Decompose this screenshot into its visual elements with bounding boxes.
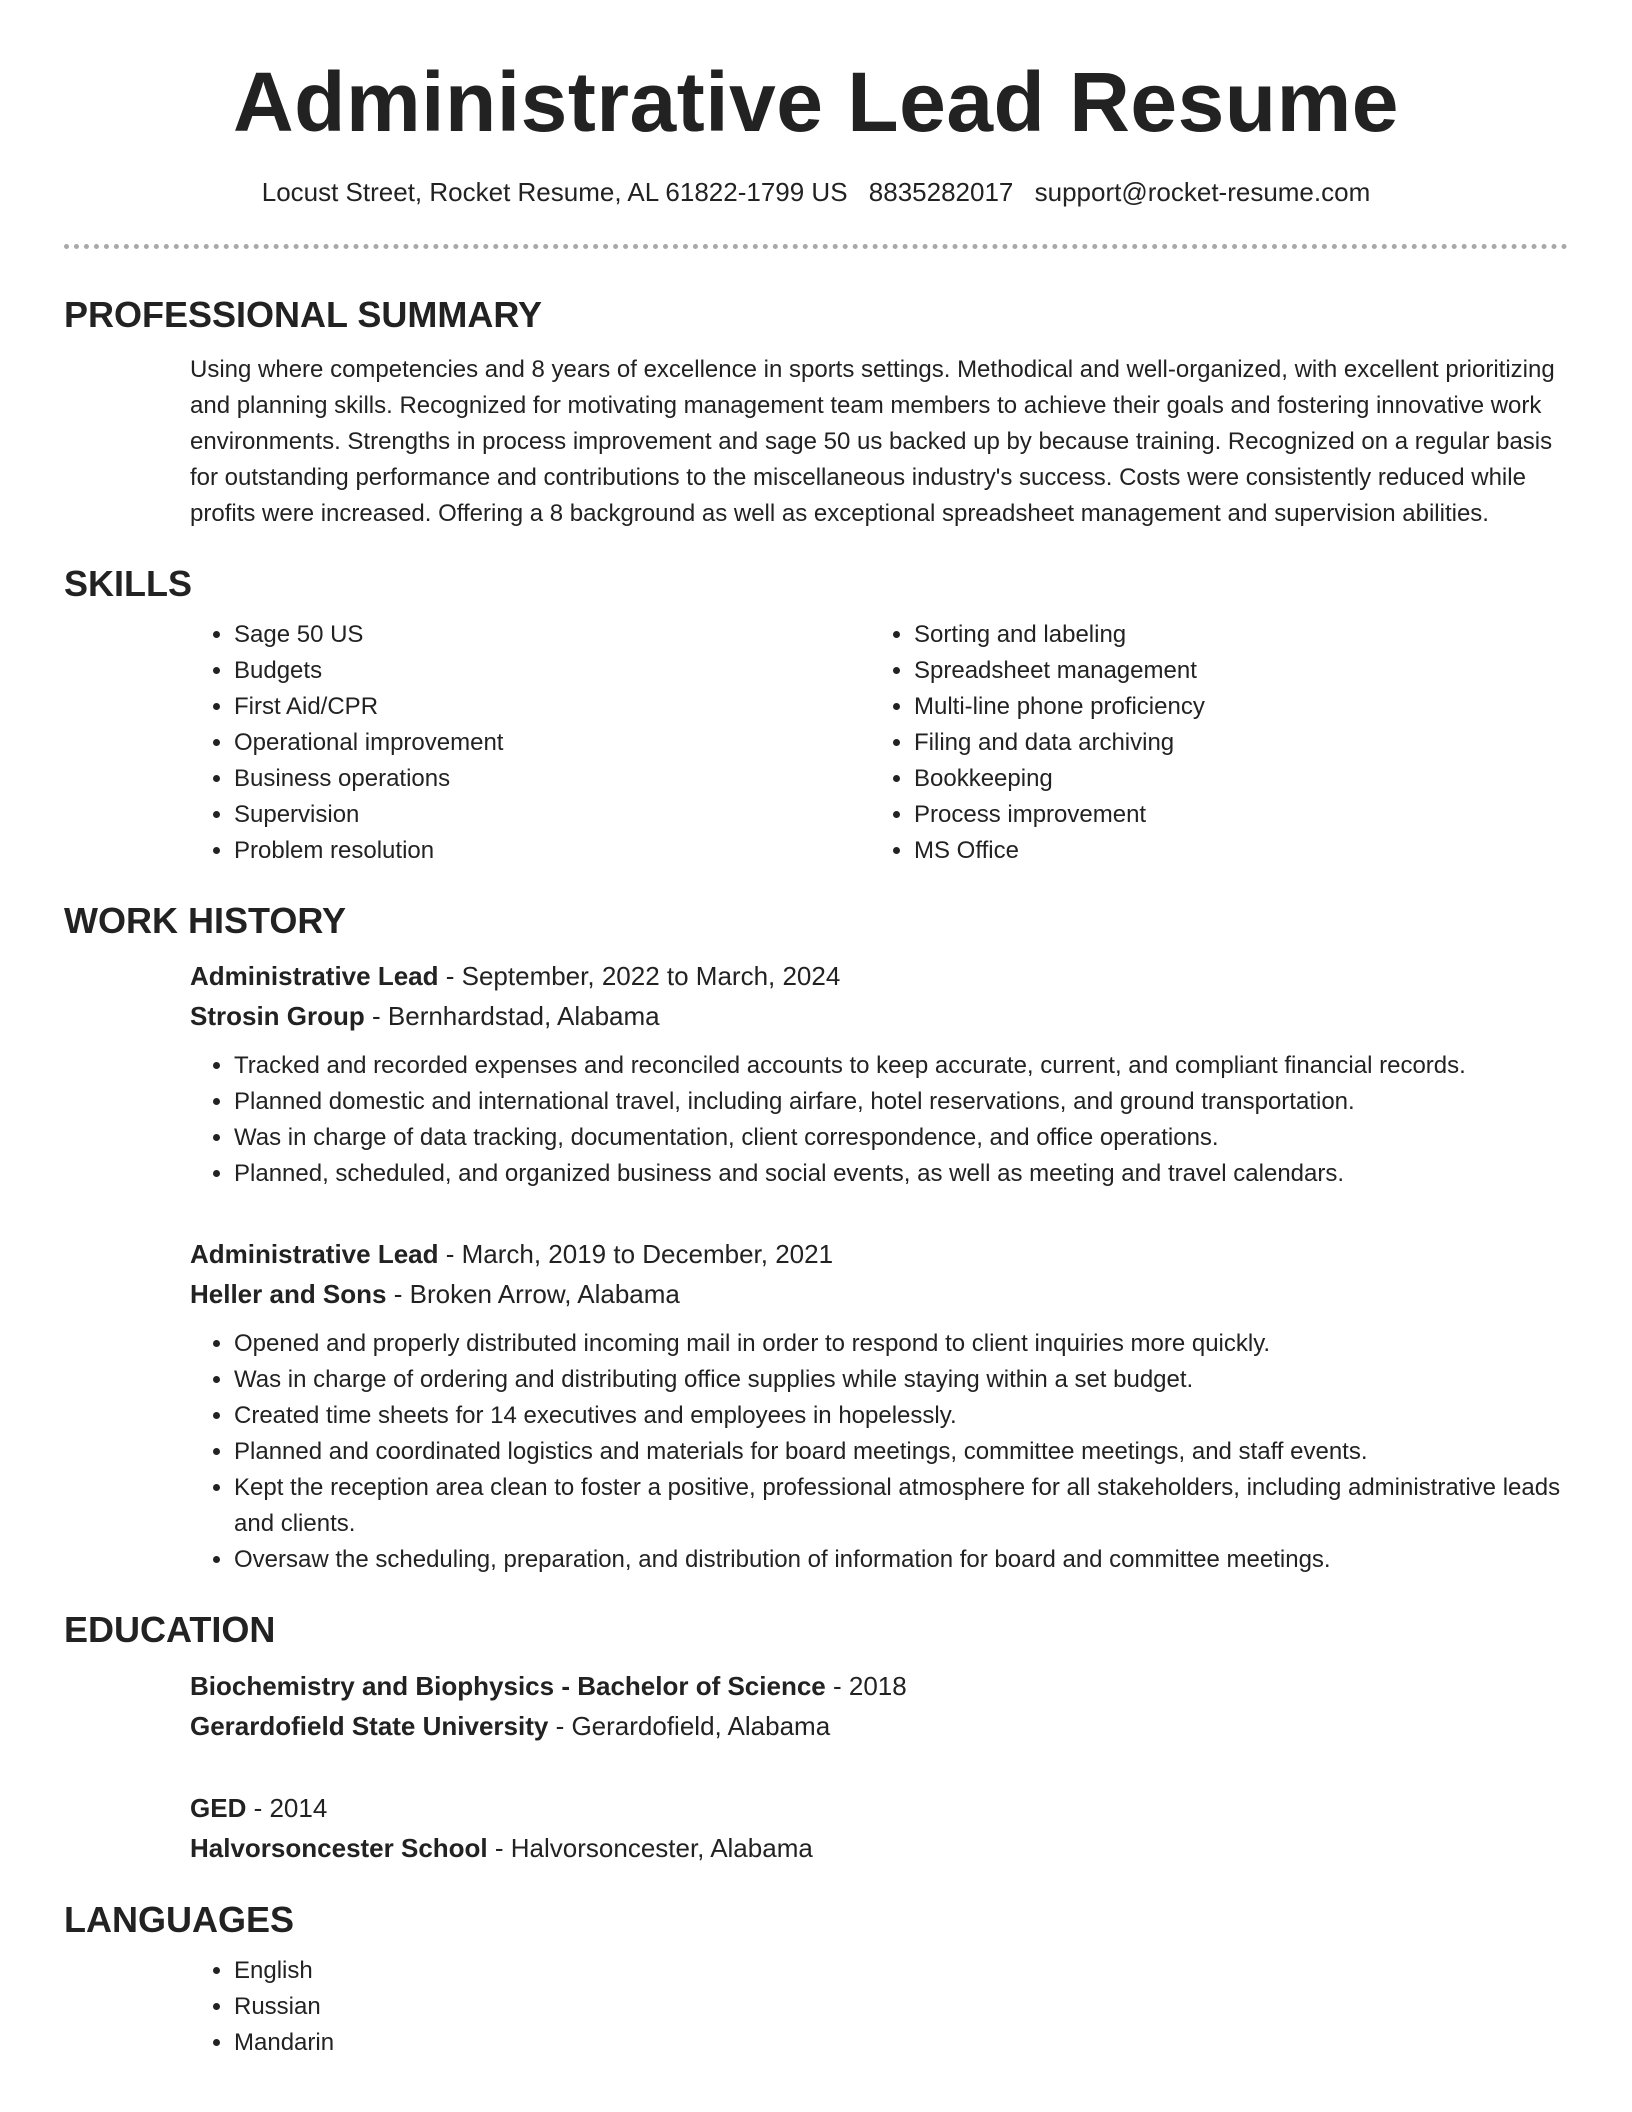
- section-summary: [64, 293, 1568, 532]
- language-item: • Mandarin: [234, 2025, 1568, 2061]
- job-company: Heller and Sons: [190, 1279, 387, 1310]
- job-dates: - September, 2022 to March, 2024: [438, 961, 841, 992]
- skill-item: • Process improvement: [914, 797, 1550, 833]
- job-bullet: • Created time sheets for 14 executives and employees in hopelessly.: [234, 1398, 1568, 1434]
- contact-address: Locust Street, Rocket Resume, AL 61822-1799 US: [261, 176, 848, 207]
- languages-heading: LANGUAGES: [64, 1898, 295, 1940]
- job-company-line: [190, 1274, 1568, 1314]
- school-location: - Gerardofield, Alabama: [548, 1710, 831, 1741]
- job-title-line: [190, 956, 1568, 996]
- school-location: - Halvorsoncester, Alabama: [487, 1832, 813, 1863]
- degree-name: GED: [190, 1792, 247, 1823]
- skill-item: • Business operations: [234, 761, 870, 797]
- job-bullet: • Was in charge of data tracking, documentation, client correspondence, and office operations.: [234, 1120, 1568, 1156]
- job-bullet: • Oversaw the scheduling, preparation, and distribution of information for board and committee meetings.: [234, 1542, 1568, 1578]
- job-role: Administrative Lead: [190, 961, 439, 992]
- skill-item: • Problem resolution: [234, 833, 870, 869]
- job-company: Strosin Group: [190, 1001, 365, 1032]
- skills-grid: [190, 617, 1568, 869]
- skill-item: • Supervision: [234, 797, 870, 833]
- job-bullet: • Planned domestic and international travel, including airfare, hotel reservations, and ground transportation.: [234, 1084, 1568, 1120]
- skills-heading: SKILLS: [64, 562, 193, 604]
- school-name: Gerardofield State University: [190, 1710, 549, 1741]
- section-education: [64, 1608, 1568, 1867]
- skill-item: • Budgets: [234, 653, 870, 689]
- job-bullet: • Was in charge of ordering and distributing office supplies while staying within a set budget.: [234, 1362, 1568, 1398]
- skill-item: • Spreadsheet management: [914, 653, 1550, 689]
- skill-item: • Bookkeeping: [914, 761, 1550, 797]
- contact-line: [0, 177, 1632, 208]
- skill-item: • MS Office: [914, 833, 1550, 869]
- job-bullet: • Opened and properly distributed incoming mail in order to respond to client inquiries more quickly.: [234, 1326, 1568, 1362]
- skill-item: • Filing and data archiving: [914, 725, 1550, 761]
- job-company-line: [190, 996, 1568, 1036]
- skill-item: • Operational improvement: [234, 725, 870, 761]
- degree-line: [190, 1788, 1568, 1828]
- skills-list-right: [870, 617, 1550, 869]
- section-work-history: [64, 899, 1568, 1578]
- job-bullets: [190, 1048, 1568, 1192]
- degree-year: - 2018: [825, 1670, 907, 1701]
- job-entry: [190, 1234, 1568, 1578]
- resume-title: Administrative Lead Resume: [232, 55, 1400, 149]
- skill-item: • Multi-line phone proficiency: [914, 689, 1550, 725]
- education-heading: EDUCATION: [64, 1609, 276, 1651]
- school-name: Halvorsoncester School: [190, 1832, 488, 1863]
- section-languages: [64, 1898, 1568, 2061]
- language-item: • Russian: [234, 1989, 1568, 2025]
- school-line: [190, 1706, 1568, 1746]
- skill-item: • First Aid/CPR: [234, 689, 870, 725]
- language-item: • English: [234, 1953, 1568, 1989]
- job-title-line: [190, 1234, 1568, 1274]
- languages-list: [190, 1953, 1568, 2061]
- skills-list-left: [190, 617, 870, 869]
- job-bullet: • Planned, scheduled, and organized business and social events, as well as meeting and travel calendars.: [234, 1156, 1568, 1192]
- summary-text: Using where competencies and 8 years of excellence in sports settings. Methodical and well-organized, with excellent prioritizing and planning skills. Recognized for motivating management team members to achieve their goals and fostering innovative work environments. Strengths in process improvement and sage 50 us backed up by because training. Recognized on a regular basis for outstanding performance and contributions to the miscellaneous industry's success. Costs were consistently reduced while profits were increased. Offering a 8 background as well as exceptional spreadsheet management and supervision abilities.: [190, 355, 1555, 527]
- education-entry: [190, 1788, 1568, 1868]
- job-bullet: • Tracked and recorded expenses and reconciled accounts to keep accurate, current, and compliant financial records.: [234, 1048, 1568, 1084]
- contact-phone: 8835282017: [868, 176, 1014, 207]
- job-bullet: • Planned and coordinated logistics and materials for board meetings, committee meetings, and staff events.: [234, 1434, 1568, 1470]
- header-divider: [64, 244, 1568, 249]
- skill-item: • Sage 50 US: [234, 617, 870, 653]
- job-bullets: [190, 1326, 1568, 1578]
- degree-year: - 2014: [246, 1792, 328, 1823]
- resume-header: [0, 0, 1632, 208]
- job-bullet: • Kept the reception area clean to foster a positive, professional atmosphere for all stakeholders, including administrative leads and clients.: [234, 1470, 1568, 1542]
- section-skills: [64, 562, 1568, 869]
- work-history-heading: WORK HISTORY: [64, 900, 347, 942]
- school-line: [190, 1828, 1568, 1868]
- job-role: Administrative Lead: [190, 1239, 439, 1270]
- skill-item: • Sorting and labeling: [914, 617, 1550, 653]
- job-entry: [190, 956, 1568, 1192]
- summary-heading: PROFESSIONAL SUMMARY: [64, 293, 543, 335]
- degree-name: Biochemistry and Biophysics - Bachelor of Science: [190, 1670, 826, 1701]
- contact-email: support@rocket-resume.com: [1034, 176, 1371, 207]
- job-location: - Bernhardstad, Alabama: [364, 1001, 660, 1032]
- job-location: - Broken Arrow, Alabama: [386, 1279, 680, 1310]
- degree-line: [190, 1666, 1568, 1706]
- education-entry: [190, 1666, 1568, 1746]
- job-dates: - March, 2019 to December, 2021: [438, 1239, 834, 1270]
